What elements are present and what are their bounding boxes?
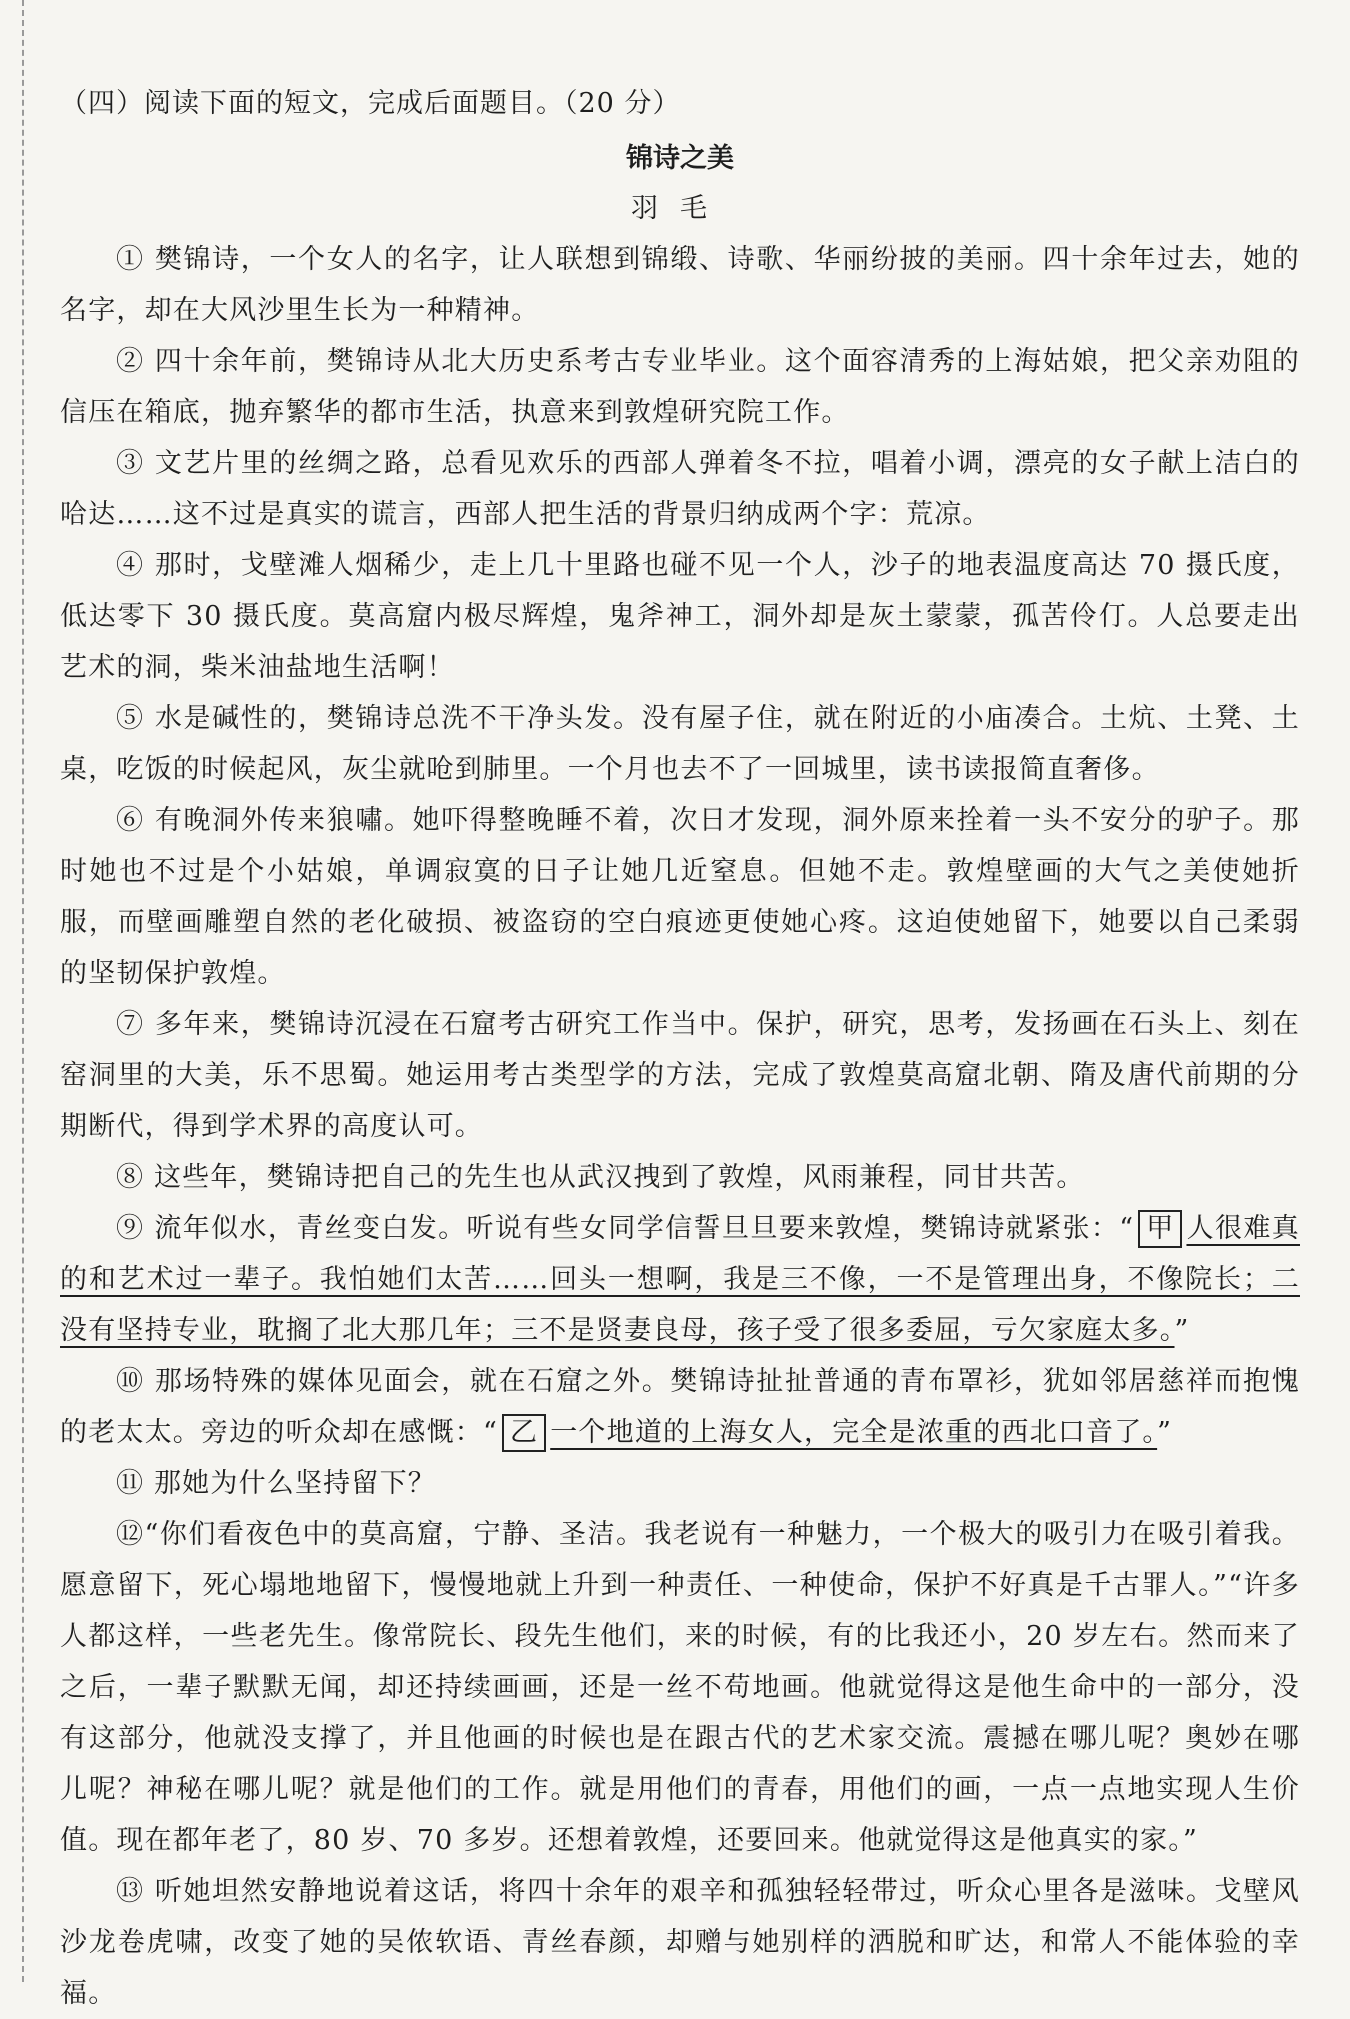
paragraph-9-close: ” (1174, 1315, 1190, 1346)
question-header: （四）阅读下面的短文，完成后面题目。（20 分） (60, 88, 681, 119)
marker-box-jia: 甲 (1138, 1210, 1182, 1248)
paragraph-10-intro: ⑩ 那场特殊的媒体见面会，就在石窟之外。樊锦诗扯扯普通的青布罩衫，犹如邻居慈祥而抱愧的老太太。旁边的听众却在感慨：“ (60, 1366, 1300, 1448)
reading-passage (60, 78, 1300, 2019)
paragraph-7: ⑦ 多年来，樊锦诗沉浸在石窟考古研究工作当中。保护，研究，思考，发扬画在石头上、刻在窑洞里的大美，乐不思蜀。她运用考古类型学的方法，完成了敦煌莫高窟北朝、隋及唐代前期的分期断代，得到学术界的高度认可。 (60, 1009, 1300, 1142)
paragraph-10-close: ” (1157, 1417, 1173, 1448)
paragraph-5: ⑤ 水是碱性的，樊锦诗总洗不干净头发。没有屋子住，就在附近的小庙凑合。土炕、土凳、土桌，吃饭的时候起风，灰尘就呛到肺里。一个月也去不了一回城里，读书读报简直奢侈。 (60, 703, 1300, 785)
passage-title: 锦诗之美 (626, 143, 734, 174)
paragraph-4: ④ 那时，戈壁滩人烟稀少，走上几十里路也碰不见一个人，沙子的地表温度高达 70 摄氏度，低达零下 30 摄氏度。莫高窟内极尽辉煌，鬼斧神工，洞外却是灰土蒙蒙，孤苦伶仃。人总要走出艺术的洞，柴米油盐地生活啊！ (60, 550, 1300, 683)
paragraph-9-intro: ⑨ 流年似水，青丝变白发。听说有些女同学信誓旦旦要来敦煌，樊锦诗就紧张：“ (116, 1213, 1135, 1244)
passage-author: 羽毛 (631, 193, 729, 224)
paragraph-3: ③ 文艺片里的丝绸之路，总看见欢乐的西部人弹着冬不拉，唱着小调，漂亮的女子献上洁白的哈达……这不过是真实的谎言，西部人把生活的背景归纳成两个字：荒凉。 (60, 448, 1300, 530)
binding-dashed-line (22, 0, 24, 1982)
paragraph-1: ① 樊锦诗，一个女人的名字，让人联想到锦缎、诗歌、华丽纷披的美丽。四十余年过去，她的名字，却在大风沙里生长为一种精神。 (60, 244, 1300, 326)
paragraph-9 (60, 1203, 1300, 1356)
paragraph-2: ② 四十余年前，樊锦诗从北大历史系考古专业毕业。这个面容清秀的上海姑娘，把父亲劝阻的信压在箱底，抛弃繁华的都市生活，执意来到敦煌研究院工作。 (60, 346, 1300, 428)
paragraph-12: ⑫“你们看夜色中的莫高窟，宁静、圣洁。我老说有一种魅力，一个极大的吸引力在吸引着我。愿意留下，死心塌地地留下，慢慢地就上升到一种责任、一种使命，保护不好真是千古罪人。”“许多人都这样，一些老先生。像常院长、段先生他们，来的时候，有的比我还小，20 岁左右。然而来了之后，一辈子默默无闻，却还持续画画，还是一丝不苟地画。他就觉得这是他生命中的一部分，没有这部分，他就没支撑了，并且他画的时候也是在跟古代的艺术家交流。震撼在哪儿呢？奥妙在哪儿呢？神秘在哪儿呢？就是他们的工作。就是用他们的青春，用他们的画，一点一点地实现人生价值。现在都年老了，80 岁、70 多岁。还想着敦煌，还要回来。他就觉得这是他真实的家。” (60, 1519, 1300, 1856)
paragraph-13: ⑬ 听她坦然安静地说着这话，将四十余年的艰辛和孤独轻轻带过，听众心里各是滋味。戈壁风沙龙卷虎啸，改变了她的吴侬软语、青丝春颜，却赠与她别样的洒脱和旷达，和常人不能体验的幸福。 (60, 1876, 1300, 2009)
paragraph-6: ⑥ 有晚洞外传来狼嘯。她吓得整晚睡不着，次日才发现，洞外原来拴着一头不安分的驴子。那时她也不过是个小姑娘，单调寂寞的日子让她几近窒息。但她不走。敦煌壁画的大气之美使她折服，而壁画雕塑自然的老化破损、被盗窃的空白痕迹更使她心疼。这迫使她留下，她要以自己柔弱的坚韧保护敦煌。 (60, 805, 1300, 989)
underlined-quote-jia: 人很难真的和艺术过一辈子。我怕她们太苦……回头一想啊，我是三不像，一不是管理出身，不像院长；二没有坚持专业，耽搁了北大那几年；三不是贤妻良母，孩子受了很多委屈，亏欠家庭太多。 (60, 1213, 1300, 1346)
paragraph-8: ⑧ 这些年，樊锦诗把自己的先生也从武汉拽到了敦煌，风雨兼程，同甘共苦。 (116, 1162, 1085, 1193)
marker-box-yi: 乙 (502, 1414, 546, 1452)
paragraph-10 (60, 1356, 1300, 1458)
paragraph-11: ⑪ 那她为什么坚持留下？ (116, 1468, 436, 1499)
underlined-quote-yi: 一个地道的上海女人，完全是浓重的西北口音了。 (550, 1417, 1158, 1448)
